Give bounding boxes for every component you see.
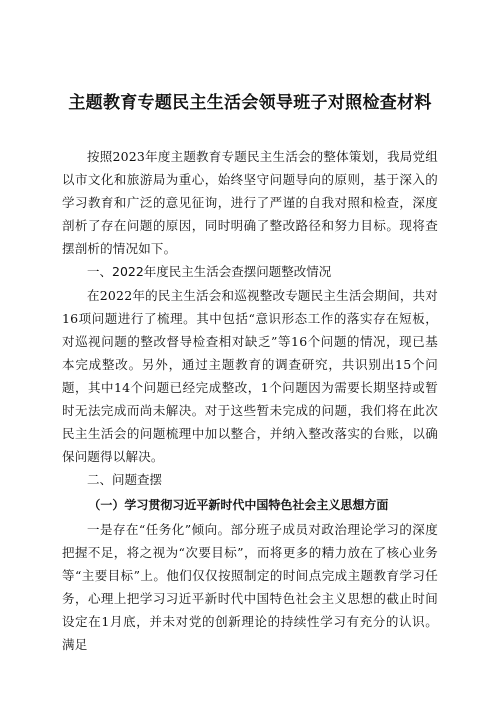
section-2-heading: 二、问题查摆 <box>87 472 163 487</box>
intro-paragraph: 按照2023年度主题教育专题民主生活会的整体策划，我局党组以市文化和旅游局为重心，始终坚守问题导向的原则，基于深入的学习教育和广泛的意见征询，进行了严谨的自我对照和检查，深度剖析了存在问题的原因，同时明确了整改路径和努力目标。现将查摆剖析的情况如下。 <box>62 149 438 256</box>
section-1-paragraph: 在2022年的民主生活会和巡视整改专题民主生活会期间，共对16项问题进行了梳理。其中包括“意识形态工作的落实存在短板，对巡视问题的整改督导检查相对缺乏”等16个问题的情况，现已基本完成整改。另外，通过主题教育的调查研究，共识别出15个问题，其中14个问题已经完成整改，1个问题因为需要长期坚持或暂时无法完成而尚未解决。对于这些暂未完成的问题，我们将在此次民主生活会的问题梳理中加以整合，并纳入整改落实的台账，以确保问题得以解决。 <box>62 288 438 464</box>
subsection-1-heading: （一）学习贯彻习近平新时代中国特色社会主义思想方面 <box>88 498 389 512</box>
document-body <box>62 145 438 656</box>
subsection-1-paragraph: 一是存在“任务化”倾向。部分班子成员对政治理论学习的深度把握不足，将之视为“次要目标”，而将更多的精力放在了核心业务等“主要目标”上。他们仅仅按照制定的时间点完成主题教育学习任务，心理上把学习习近平新时代中国特色社会主义思想的截止时间设定在1月底，并未对党的创新理论的持续性学习有充分的认识。满足 <box>62 522 438 652</box>
document-title: 主题教育专题民主生活会领导班子对照检查材料 <box>68 93 432 113</box>
section-1-heading: 一、2022年度民主生活会查摆问题整改情况 <box>87 264 332 279</box>
